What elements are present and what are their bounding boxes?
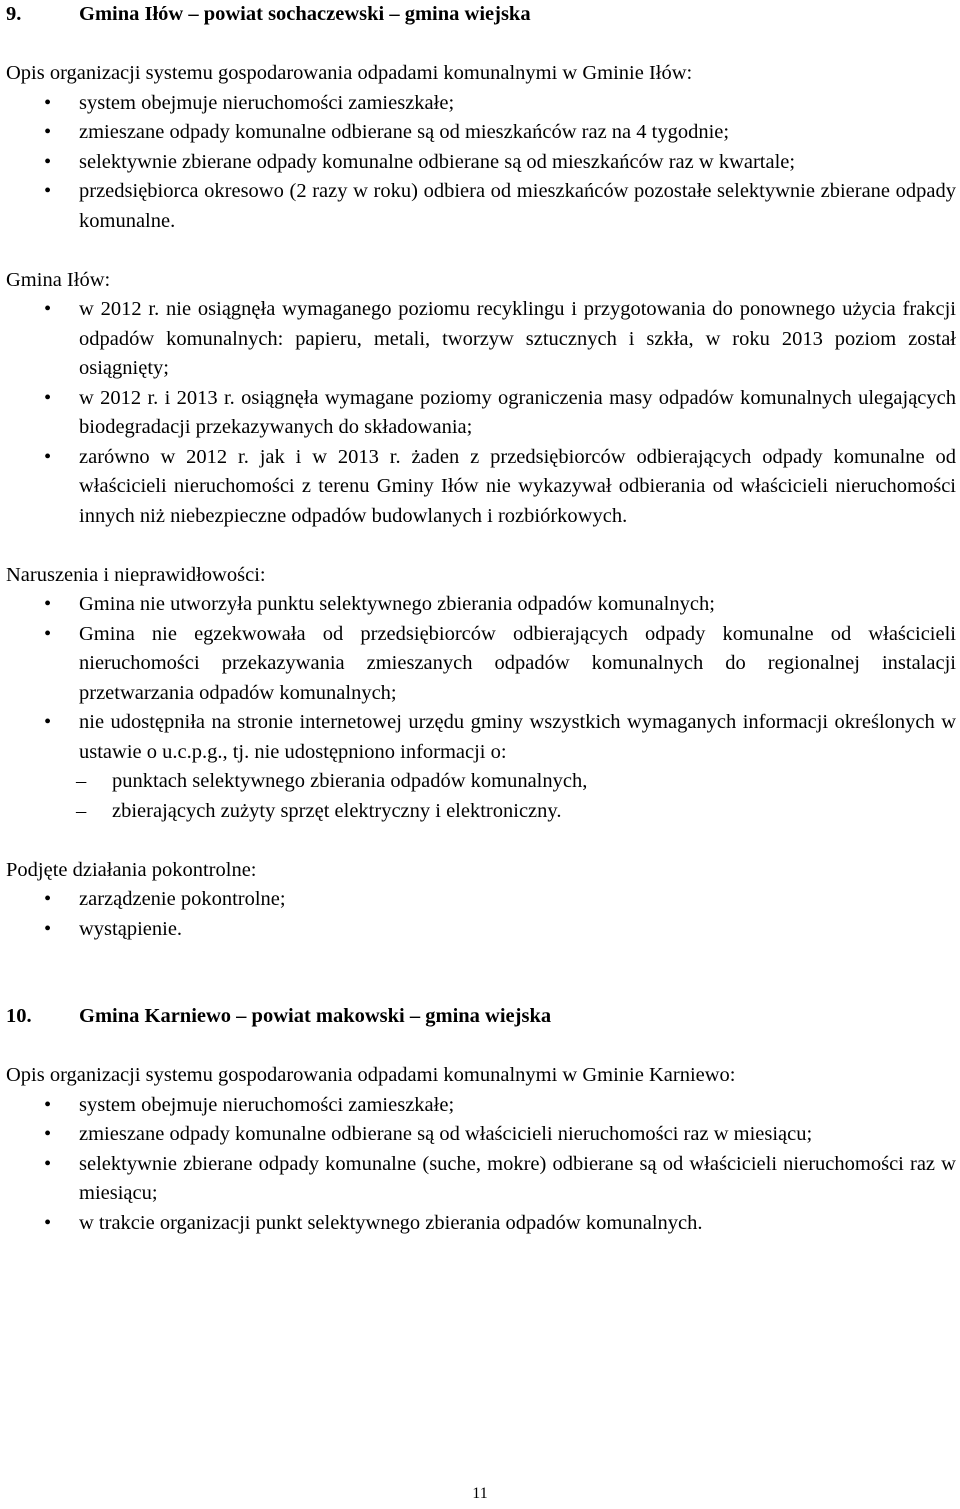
bullet-icon: • (44, 711, 52, 733)
bullet-icon: • (44, 888, 52, 910)
bullet-icon: • (44, 386, 52, 409)
section-9-title: Gmina Iłów – powiat sochaczewski – gmina wiejska (79, 3, 531, 25)
list-item: • zmieszane odpady komunalne odbierane są od właścicieli nieruchomości raz w miesiącu; (6, 1120, 956, 1150)
section-10-title: Gmina Karniewo – powiat makowski – gmina wiejska (79, 1005, 552, 1027)
bullet-icon: • (44, 121, 52, 143)
bullet-icon: • (44, 1211, 52, 1234)
list-item: • Gmina nie utworzyła punktu selektywnego zbierania odpadów komunalnych; (6, 590, 956, 620)
list-item: • zarówno w 2012 r. jak i w 2013 r. żaden z przedsiębiorców odbierających odpady komunalne od właścicieli nieruchomości z terenu Gminy Iłów nie wykazywał odbierania od właścicieli nieruchomości innych niż niebezpieczne odpadów budowlanych i rozbiórkowych. (6, 443, 956, 532)
section-10-number: 10. (6, 1005, 32, 1027)
section-9-findings-list (6, 295, 956, 531)
section-9-violations-sublist (6, 767, 956, 826)
list-item: • przedsiębiorca okresowo (2 razy w roku) odbiera od mieszkańców pozostałe selektywnie zbierane odpady komunalne. (6, 177, 956, 236)
list-item: • w 2012 r. i 2013 r. osiągnęła wymagane poziomy ograniczenia masy odpadów komunalnych ulegających biodegradacji przekazywanych do składowania; (6, 384, 956, 443)
list-item: – punktach selektywnego zbierania odpadów komunalnych, (6, 767, 956, 797)
bullet-icon: • (44, 445, 52, 468)
bullet-icon: • (44, 1123, 52, 1145)
list-item: • nie udostępniła na stronie internetowej urzędu gminy wszystkich wymaganych informacji określonych w ustawie o u.c.p.g., tj. nie udostępniono informacji o: (6, 708, 956, 767)
section-9-actions-intro: Podjęte działania pokontrolne: (6, 858, 257, 881)
section-10-org-intro: Opis organizacji systemu gospodarowania odpadami komunalnymi w Gminie Karniewo: (6, 1064, 736, 1086)
bullet-icon: • (44, 593, 52, 615)
section-9-heading (6, 0, 956, 30)
list-item: • selektywnie zbierane odpady komunalne odbierane są od mieszkańców raz w kwartale; (6, 148, 956, 178)
list-item: • w trakcie organizacji punkt selektywnego zbierania odpadów komunalnych. (6, 1209, 956, 1239)
dash-icon: – (76, 799, 87, 822)
bullet-icon: • (44, 1152, 52, 1175)
list-item: • wystąpienie. (6, 915, 956, 945)
list-item: • system obejmuje nieruchomości zamieszkałe; (6, 1091, 956, 1121)
page-number: 11 (472, 1485, 488, 1502)
bullet-icon: • (44, 91, 52, 114)
list-item: • zmieszane odpady komunalne odbierane są od mieszkańców raz na 4 tygodnie; (6, 118, 956, 148)
section-9-number: 9. (6, 3, 22, 25)
bullet-icon: • (44, 1093, 52, 1116)
dash-icon: – (76, 770, 87, 792)
list-item: – zbierających zużyty sprzęt elektryczny i elektroniczny. (6, 797, 956, 827)
section-9-org-intro: Opis organizacji systemu gospodarowania odpadami komunalnymi w Gminie Iłów: (6, 62, 693, 84)
bullet-icon: • (44, 180, 52, 202)
section-9-actions-list (6, 885, 956, 944)
bullet-icon: • (44, 917, 52, 940)
section-9-findings-intro: Gmina Iłów: (6, 268, 111, 291)
list-item: • zarządzenie pokontrolne; (6, 885, 956, 915)
list-item: • system obejmuje nieruchomości zamieszkałe; (6, 89, 956, 119)
section-9-violations-intro: Naruszenia i nieprawidłowości: (6, 563, 266, 586)
document-page (6, 0, 956, 1238)
bullet-icon: • (44, 298, 52, 320)
list-item: • w 2012 r. nie osiągnęła wymaganego poziomu recyklingu i przygotowania do ponownego użycia frakcji odpadów komunalnych: papieru, metali, tworzyw sztucznych i szkła, w roku 2013 poziom został osiągnięty; (6, 295, 956, 384)
bullet-icon: • (44, 150, 52, 173)
bullet-icon: • (44, 622, 52, 645)
section-9-violations-list (6, 590, 956, 767)
section-10-heading (6, 1002, 956, 1032)
section-9-org-list (6, 89, 956, 237)
list-item: • selektywnie zbierane odpady komunalne (suche, mokre) odbierane są od właścicieli nieruchomości raz w miesiącu; (6, 1150, 956, 1209)
list-item: • Gmina nie egzekwowała od przedsiębiorców odbierających odpady komunalne od właścicieli nieruchomości przekazywania zmieszanych odpadów komunalnych do regionalnej instalacji przetwarzania odpadów komunalnych; (6, 620, 956, 709)
section-10-org-list (6, 1091, 956, 1239)
